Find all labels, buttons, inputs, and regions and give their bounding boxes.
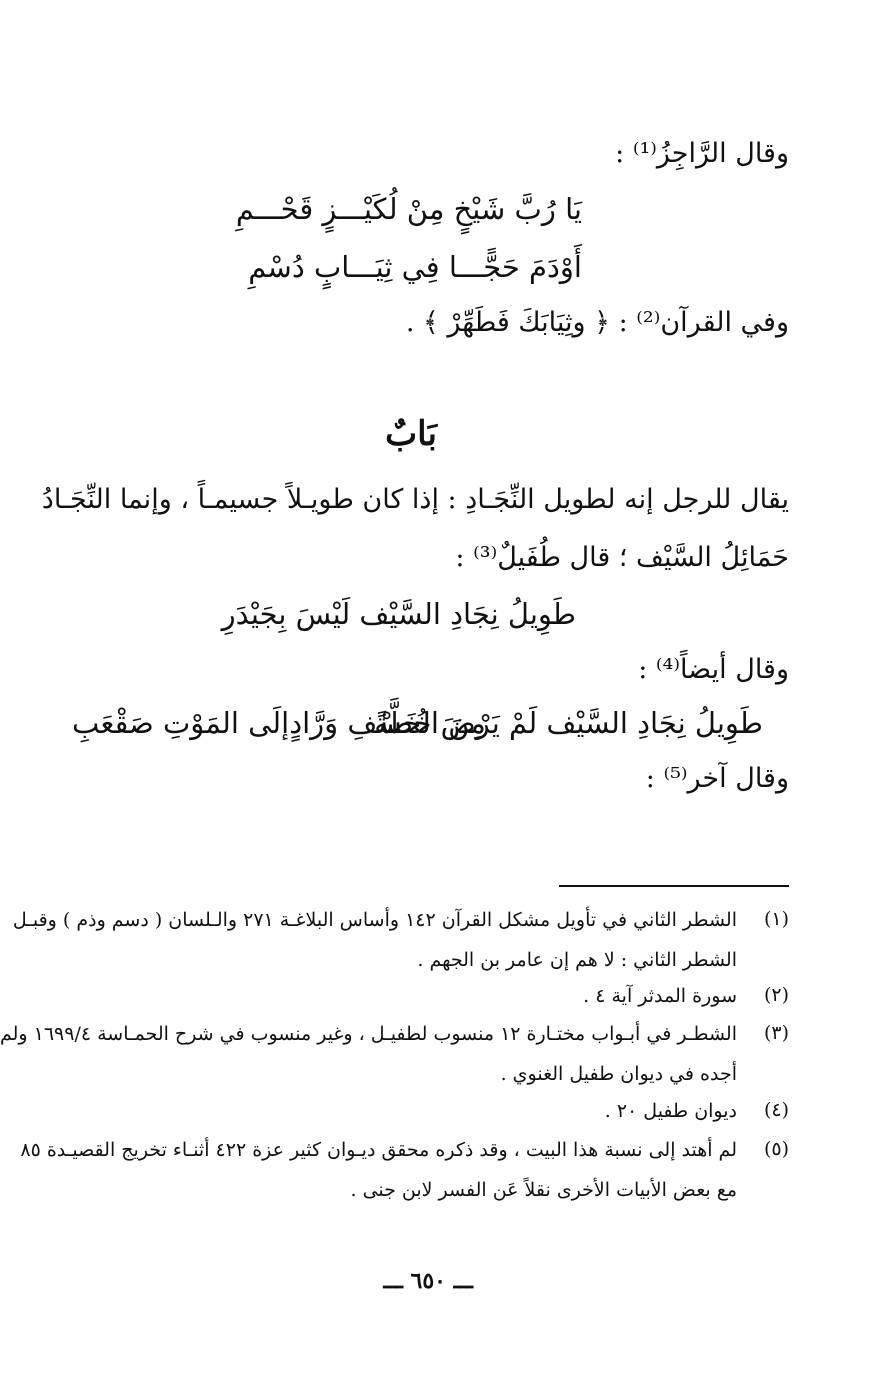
footnote-text-line: الشطـر في أبـواب مختـارة ١٢ منسوب لطفيـل ، وغير منسوب في شرح الحمـاسة ١٦٩٩/٤ ولم — [0, 1023, 737, 1045]
verse-line-3: طَوِيلُ نِجَادِ السَّيْف لَيْسَ بِجَيْدَرِ — [221, 597, 576, 631]
page-number: ـــ ٦٥٠ ـــ — [383, 1268, 473, 1294]
other-said-line: وقال آخر⁽⁵⁾ : — [645, 763, 789, 794]
intro-rajiz-line: وقال الرَّاجِزُ⁽¹⁾ : — [615, 138, 789, 169]
footnote-text-line: مع بعض الأبيات الأخرى نقلاً عَن الفسر لابن جنى . — [350, 1179, 737, 1201]
quran-quote-line: وفي القرآن⁽²⁾ : ﴿ وثِيَابَكَ فَطَهِّرْ ﴾ . — [405, 307, 789, 338]
footnote-text-line: لم أهتد إلى نسبة هذا البيت ، وقد ذكره محقق ديـوان كثير عزة ٤٢٢ أثنـاء تخريج القصيـدة ٨٥ — [20, 1139, 737, 1161]
footnote-text-line: الشطر الثاني : لا هم إن عامر بن الجهم . — [417, 949, 737, 971]
footnote-text-line: أجده في ديوان طفيل الغنوي . — [500, 1063, 737, 1085]
footnote-number: (٥) — [763, 1138, 789, 1160]
footnote-text-line: الشطر الثاني في تأويل مشكل القرآن ١٤٢ وأساس البلاغـة ٢٧١ والـلسان ( دسم وذم ) وقبـل — [12, 909, 737, 931]
footnote-number: (٢) — [763, 984, 789, 1006]
verse-line-2: أَوْدَمَ حَجًّـــا فِي ثِيَـــابٍ دُسْمِ — [248, 250, 582, 284]
footnote-number: (٤) — [763, 1099, 789, 1121]
footnote-text-line: سورة المدثر آية ٤ . — [583, 985, 737, 1007]
footnote-number: (١) — [763, 908, 789, 930]
verse-line-4-second-hemistich: مِنَ الخَسْفِ وَرَّادٍإلَى المَوْتِ صَقْعَبِ — [72, 706, 486, 740]
section-heading: بَابٌ — [385, 414, 437, 454]
paragraph-line-2: حَمَائِلُ السَّيْف ؛ قال طُفَيلٌ⁽³⁾ : — [455, 542, 789, 573]
verse-line-1: يَا رُبَّ شَيْخٍ مِنْ لُكَيْـــزٍ قَحْـــمِ — [235, 192, 582, 226]
footnote-separator — [559, 885, 789, 887]
footnote-number: (٣) — [763, 1022, 789, 1044]
paragraph-line-1: يقال للرجل إنه لطويل النِّجَـادِ : إذا كان طويـلاً جسيمـاً ، وإنما النِّجَـادُ — [41, 484, 789, 515]
also-said-line: وقال أيضاً⁽⁴⁾ : — [638, 654, 789, 685]
verse-line-4-first-hemistich: طَوِيلُ نِجَادِ السَّيْف لَمْ يَرْضَ خُطَّةً — [374, 706, 763, 740]
footnote-text-line: ديوان طفيل ٢٠ . — [604, 1100, 737, 1122]
